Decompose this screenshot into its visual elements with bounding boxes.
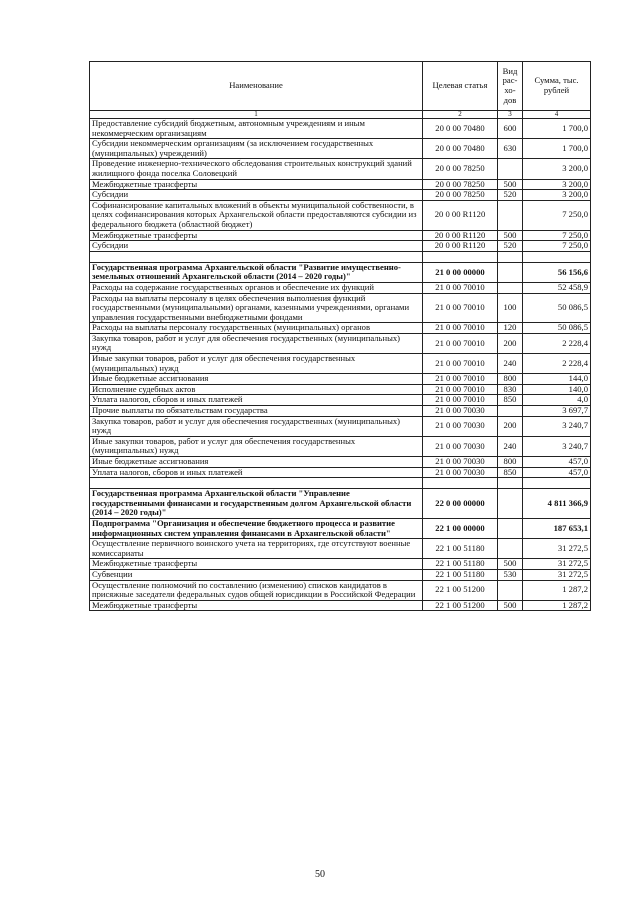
cell-vid: 100 bbox=[498, 293, 523, 323]
spacer-cell bbox=[423, 251, 498, 262]
program-row bbox=[90, 518, 591, 538]
program-row bbox=[90, 262, 591, 282]
table-row bbox=[90, 384, 591, 395]
cell-name: Прочие выплаты по обязательствам государства bbox=[90, 406, 423, 417]
cell-name: Расходы на выплаты персоналу государственных (муниципальных) органов bbox=[90, 323, 423, 334]
cell-vid bbox=[498, 282, 523, 293]
cell-vid bbox=[498, 539, 523, 559]
cell-vid: 530 bbox=[498, 569, 523, 580]
cell-code: 20 0 00 78250 bbox=[423, 190, 498, 201]
cell-code: 21 0 00 70010 bbox=[423, 323, 498, 334]
cell-name: Софинансирование капитальных вложений в объекты муниципальной собственности, в целях софинансирования которых Архангельской области предоставляются субсидии из федерального бюджета (областной бюджет) bbox=[90, 200, 423, 230]
cell-sum: 2 228,4 bbox=[523, 333, 591, 353]
cell-sum: 3 200,0 bbox=[523, 179, 591, 190]
budget-table bbox=[89, 61, 591, 611]
cell-code: 21 0 00 70010 bbox=[423, 384, 498, 395]
table-row bbox=[90, 333, 591, 353]
cell-vid: 520 bbox=[498, 190, 523, 201]
cell-name: Расходы на содержание государственных органов и обеспечение их функций bbox=[90, 282, 423, 293]
page-number: 50 bbox=[315, 869, 325, 880]
table-row bbox=[90, 580, 591, 600]
cell-vid: 240 bbox=[498, 436, 523, 456]
cell-sum: 1 287,2 bbox=[523, 580, 591, 600]
header-number-sum: 4 bbox=[523, 111, 591, 119]
spacer-cell bbox=[523, 251, 591, 262]
cell-code: 22 1 00 51180 bbox=[423, 559, 498, 570]
cell-code: 22 1 00 51200 bbox=[423, 580, 498, 600]
cell-sum: 1 700,0 bbox=[523, 119, 591, 139]
table-row bbox=[90, 241, 591, 252]
cell-name: Иные бюджетные ассигнования bbox=[90, 457, 423, 468]
cell-sum: 56 156,6 bbox=[523, 262, 591, 282]
cell-vid: 850 bbox=[498, 395, 523, 406]
cell-sum: 4,0 bbox=[523, 395, 591, 406]
cell-code: 21 0 00 70010 bbox=[423, 282, 498, 293]
cell-name: Осуществление полномочий по составлению (изменению) списков кандидатов в присяжные заседатели федеральных судов общей юрисдикции в Российской Федерации bbox=[90, 580, 423, 600]
header-number-name: 1 bbox=[90, 111, 423, 119]
spacer-cell bbox=[523, 478, 591, 489]
cell-vid: 240 bbox=[498, 354, 523, 374]
spacer-cell bbox=[498, 478, 523, 489]
table-row bbox=[90, 179, 591, 190]
cell-code: 21 0 00 70030 bbox=[423, 406, 498, 417]
cell-code: 22 1 00 51200 bbox=[423, 600, 498, 611]
header-vid: Вид рас-хо-дов bbox=[498, 62, 523, 111]
cell-vid: 830 bbox=[498, 384, 523, 395]
table-row bbox=[90, 395, 591, 406]
table-row bbox=[90, 406, 591, 417]
cell-sum: 1 700,0 bbox=[523, 139, 591, 159]
cell-sum: 52 458,9 bbox=[523, 282, 591, 293]
cell-vid bbox=[498, 406, 523, 417]
table-row bbox=[90, 559, 591, 570]
header-number-vid: 3 bbox=[498, 111, 523, 119]
table-row bbox=[90, 230, 591, 241]
cell-sum: 187 653,1 bbox=[523, 518, 591, 538]
spacer-cell bbox=[423, 478, 498, 489]
table-row bbox=[90, 354, 591, 374]
cell-sum: 7 250,0 bbox=[523, 230, 591, 241]
spacer-row bbox=[90, 478, 591, 489]
table-row bbox=[90, 600, 591, 611]
header-code: Целевая статья bbox=[423, 62, 498, 111]
cell-sum: 50 086,5 bbox=[523, 323, 591, 334]
cell-code: 21 0 00 70030 bbox=[423, 467, 498, 478]
table-row bbox=[90, 293, 591, 323]
table-header bbox=[90, 62, 591, 119]
cell-name: Иные закупки товаров, работ и услуг для обеспечения государственных (муниципальных) нужд bbox=[90, 354, 423, 374]
cell-vid bbox=[498, 580, 523, 600]
cell-name: Уплата налогов, сборов и иных платежей bbox=[90, 395, 423, 406]
cell-sum: 31 272,5 bbox=[523, 539, 591, 559]
cell-name: Проведение инженерно-технического обследования строительных конструкций зданий жилищного фонда поселка Соловецкий bbox=[90, 159, 423, 179]
table-row bbox=[90, 436, 591, 456]
cell-name: Межбюджетные трансферты bbox=[90, 600, 423, 611]
spacer-cell bbox=[90, 251, 423, 262]
table-row bbox=[90, 457, 591, 468]
cell-vid bbox=[498, 159, 523, 179]
cell-code: 21 0 00 70010 bbox=[423, 333, 498, 353]
table-row bbox=[90, 200, 591, 230]
cell-name: Межбюджетные трансферты bbox=[90, 559, 423, 570]
table-row bbox=[90, 416, 591, 436]
cell-name: Закупка товаров, работ и услуг для обеспечения государственных (муниципальных) нужд bbox=[90, 416, 423, 436]
header-sum: Сумма, тыс. рублей bbox=[523, 62, 591, 111]
cell-sum: 140,0 bbox=[523, 384, 591, 395]
cell-sum: 457,0 bbox=[523, 457, 591, 468]
cell-sum: 3 697,7 bbox=[523, 406, 591, 417]
cell-name: Иные бюджетные ассигнования bbox=[90, 374, 423, 385]
cell-code: 21 0 00 70030 bbox=[423, 457, 498, 468]
cell-name: Субсидии bbox=[90, 241, 423, 252]
cell-name: Предоставление субсидий бюджетным, автономным учреждениям и иным некоммерческим организациям bbox=[90, 119, 423, 139]
program-row bbox=[90, 489, 591, 519]
table-row bbox=[90, 159, 591, 179]
cell-sum: 144,0 bbox=[523, 374, 591, 385]
table-row bbox=[90, 282, 591, 293]
cell-vid: 850 bbox=[498, 467, 523, 478]
cell-name: Межбюджетные трансферты bbox=[90, 230, 423, 241]
cell-vid: 500 bbox=[498, 559, 523, 570]
cell-code: 20 0 00 70480 bbox=[423, 119, 498, 139]
table-row bbox=[90, 139, 591, 159]
cell-code: 21 0 00 70010 bbox=[423, 374, 498, 385]
cell-code: 20 0 00 R1120 bbox=[423, 200, 498, 230]
cell-sum: 3 200,0 bbox=[523, 190, 591, 201]
cell-sum: 31 272,5 bbox=[523, 569, 591, 580]
cell-code: 21 0 00 70010 bbox=[423, 354, 498, 374]
cell-vid: 630 bbox=[498, 139, 523, 159]
cell-code: 21 0 00 00000 bbox=[423, 262, 498, 282]
cell-sum: 3 240,7 bbox=[523, 436, 591, 456]
cell-vid bbox=[498, 489, 523, 519]
cell-code: 21 0 00 70010 bbox=[423, 293, 498, 323]
cell-vid: 200 bbox=[498, 333, 523, 353]
cell-code: 20 0 00 78250 bbox=[423, 179, 498, 190]
cell-sum: 1 287,2 bbox=[523, 600, 591, 611]
table-row bbox=[90, 119, 591, 139]
cell-name: Закупка товаров, работ и услуг для обеспечения государственных (муниципальных) нужд bbox=[90, 333, 423, 353]
cell-sum: 3 200,0 bbox=[523, 159, 591, 179]
cell-sum: 457,0 bbox=[523, 467, 591, 478]
cell-name: Иные закупки товаров, работ и услуг для обеспечения государственных (муниципальных) нужд bbox=[90, 436, 423, 456]
cell-code: 21 0 00 70030 bbox=[423, 436, 498, 456]
cell-name: Подпрограмма "Организация и обеспечение бюджетного процесса и развитие информационных систем управления финансами в Архангельской области" bbox=[90, 518, 423, 538]
cell-sum: 7 250,0 bbox=[523, 241, 591, 252]
cell-sum: 4 811 366,9 bbox=[523, 489, 591, 519]
cell-sum: 50 086,5 bbox=[523, 293, 591, 323]
cell-code: 22 1 00 51180 bbox=[423, 539, 498, 559]
table-row bbox=[90, 323, 591, 334]
cell-name: Субсидии некоммерческим организациям (за исключением государственных (муниципальных) учреждений) bbox=[90, 139, 423, 159]
cell-code: 20 0 00 R1120 bbox=[423, 230, 498, 241]
cell-vid: 500 bbox=[498, 179, 523, 190]
cell-vid bbox=[498, 200, 523, 230]
cell-name: Межбюджетные трансферты bbox=[90, 179, 423, 190]
spacer-cell bbox=[498, 251, 523, 262]
cell-vid: 800 bbox=[498, 374, 523, 385]
cell-code: 22 1 00 51180 bbox=[423, 569, 498, 580]
cell-code: 20 0 00 78250 bbox=[423, 159, 498, 179]
document-page bbox=[89, 61, 590, 611]
cell-name: Исполнение судебных актов bbox=[90, 384, 423, 395]
cell-vid: 200 bbox=[498, 416, 523, 436]
cell-code: 20 0 00 70480 bbox=[423, 139, 498, 159]
cell-vid: 520 bbox=[498, 241, 523, 252]
cell-vid: 800 bbox=[498, 457, 523, 468]
cell-vid: 600 bbox=[498, 119, 523, 139]
spacer-row bbox=[90, 251, 591, 262]
table-body bbox=[90, 119, 591, 611]
table-row bbox=[90, 374, 591, 385]
cell-code: 21 0 00 70030 bbox=[423, 416, 498, 436]
cell-name: Субвенции bbox=[90, 569, 423, 580]
cell-vid: 120 bbox=[498, 323, 523, 334]
cell-name: Уплата налогов, сборов и иных платежей bbox=[90, 467, 423, 478]
cell-code: 20 0 00 R1120 bbox=[423, 241, 498, 252]
cell-name: Субсидии bbox=[90, 190, 423, 201]
cell-name: Осуществление первичного воинского учета на территориях, где отсутствуют военные комиссариаты bbox=[90, 539, 423, 559]
cell-sum: 7 250,0 bbox=[523, 200, 591, 230]
cell-code: 21 0 00 70010 bbox=[423, 395, 498, 406]
cell-sum: 2 228,4 bbox=[523, 354, 591, 374]
table-row bbox=[90, 467, 591, 478]
cell-sum: 3 240,7 bbox=[523, 416, 591, 436]
cell-name: Расходы на выплаты персоналу в целях обеспечения выполнения функций государственными (муниципальными) органами, казенными учреждениями, органами управления государственными внебюджетными фондами bbox=[90, 293, 423, 323]
cell-vid bbox=[498, 518, 523, 538]
cell-name: Государственная программа Архангельской области "Управление государственными финансами и государственным долгом Архангельской области (2014 – 2020 годы)" bbox=[90, 489, 423, 519]
cell-vid: 500 bbox=[498, 230, 523, 241]
spacer-cell bbox=[90, 478, 423, 489]
cell-code: 22 0 00 00000 bbox=[423, 489, 498, 519]
table-row bbox=[90, 190, 591, 201]
table-row bbox=[90, 539, 591, 559]
cell-vid bbox=[498, 262, 523, 282]
cell-vid: 500 bbox=[498, 600, 523, 611]
header-name: Наименование bbox=[90, 62, 423, 111]
header-number-code: 2 bbox=[423, 111, 498, 119]
table-row bbox=[90, 569, 591, 580]
cell-name: Государственная программа Архангельской области "Развитие имущественно-земельных отношений Архангельской области (2014 – 2020 годы)" bbox=[90, 262, 423, 282]
cell-sum: 31 272,5 bbox=[523, 559, 591, 570]
cell-code: 22 1 00 00000 bbox=[423, 518, 498, 538]
